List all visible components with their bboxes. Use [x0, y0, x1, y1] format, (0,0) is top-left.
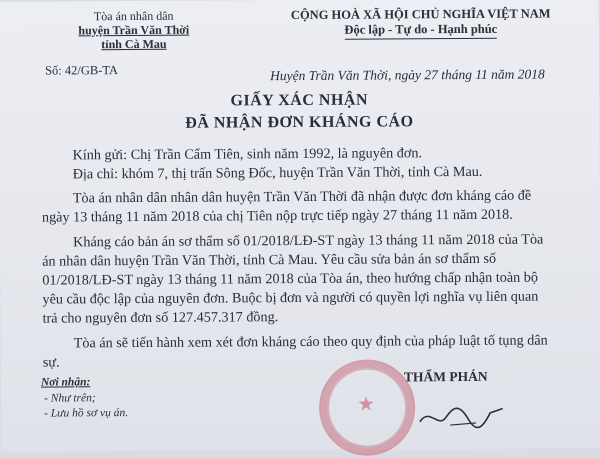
national-header — [261, 6, 581, 40]
nation-title: CỘNG HOÀ XÃ HỘI CHỦ NGHĨA VIỆT NAM — [290, 6, 551, 23]
court-name-line: Tòa án nhân dân — [93, 8, 174, 24]
recipients-label: Nơi nhận: — [40, 376, 91, 389]
signature — [416, 399, 506, 440]
paragraph-line: ngày 13 tháng 11 năm 2018 của chị Tiên nộp trực tiếp ngày 27 tháng 11 năm 2018. — [41, 206, 513, 226]
place-date: Huyện Trần Văn Thời, ngày 27 tháng 11 năm 2018 — [270, 66, 545, 84]
paragraph-line: Tòa án sẽ tiến hành xem xét đơn kháng cáo theo quy định của pháp luật tố tụng dân — [73, 332, 548, 352]
document-number: Số: 42/GB-TA — [45, 63, 119, 78]
court-header — [39, 8, 229, 51]
paragraph-line: sự. — [42, 354, 60, 371]
recipient-item: - Lưu hồ sơ vụ án. — [44, 407, 129, 420]
court-province-line: tỉnh Cà Mau — [101, 36, 167, 52]
recipient-line: Kính gửi: Chị Trần Cẩm Tiên, sinh năm 1992, là nguyên đơn. — [72, 145, 423, 164]
star-icon: ★ — [357, 393, 376, 416]
paragraph-line: Tòa án nhân dân nhân dân huyện Trần Văn Thời đã nhận được đơn kháng cáo đề — [72, 187, 532, 207]
court-district-line: huyện Trần Văn Thời — [78, 22, 190, 38]
signer-title: THẨM PHÁN — [403, 368, 488, 385]
address-line: Địa chỉ: khóm 7, thị trấn Sông Đốc, huyện Trần Văn Thời, tỉnh Cà Mau. — [72, 163, 483, 183]
recipient-item: - Như trên; — [44, 392, 96, 405]
paragraph-line: Kháng cáo bản án sơ thẩm số 01/2018/LĐ-ST ngày 13 tháng 11 năm 2018 của Tòa — [73, 231, 544, 251]
court-seal — [319, 359, 416, 456]
paragraph-line: yêu cầu độc lập của nguyên đơn. Buộc bị đơn và người có quyền lợi nghĩa vụ liên quan — [42, 288, 539, 308]
document-subtitle: ĐÃ NHẬN ĐƠN KHÁNG CÁO — [185, 113, 414, 132]
document-title: GIẤY XÁC NHẬN — [230, 91, 369, 110]
paragraph-line: trả cho nguyên đơn số 127.457.317 đồng. — [42, 309, 279, 327]
paragraph-line: án nhân dân huyện Trần Văn Thời, tỉnh Cà Mau. Yêu cầu sửa bản án sơ thẩm số — [42, 250, 497, 270]
national-motto: Độc lập - Tự do - Hạnh phúc — [344, 22, 497, 40]
paragraph-line: 01/2018/LĐ-ST ngày 13 tháng 11 năm 2018 của Tòa án, theo hướng chấp nhận toàn bộ — [42, 269, 539, 289]
